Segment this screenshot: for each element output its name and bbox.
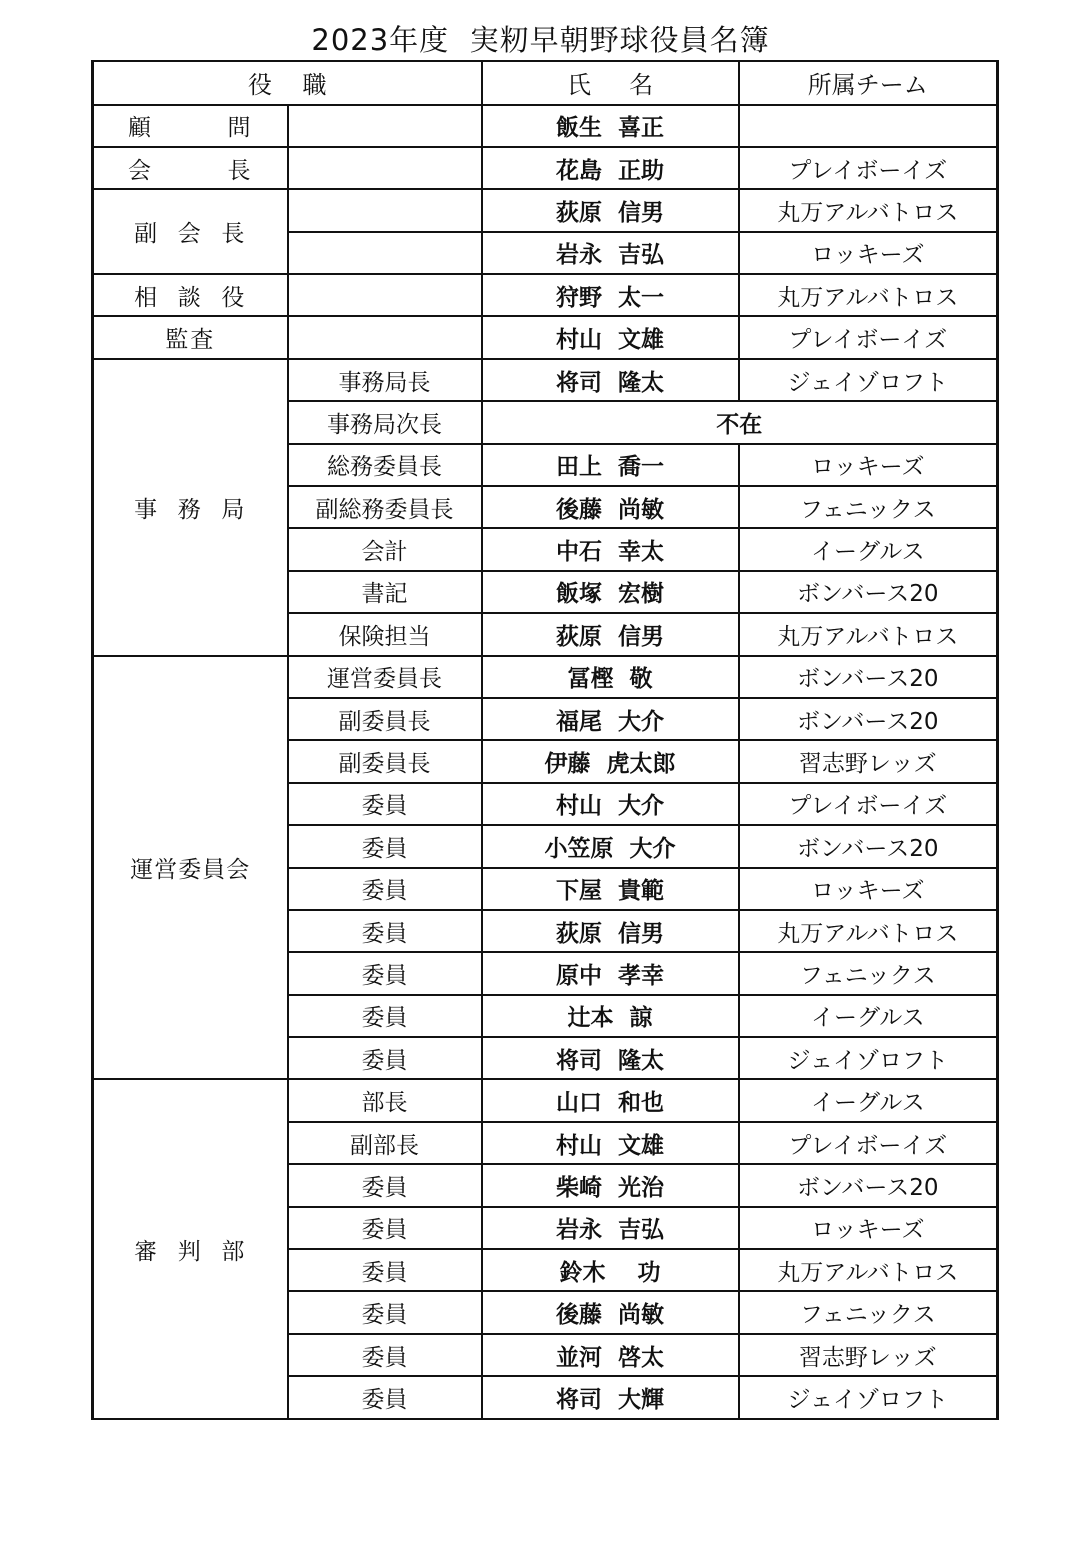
team-cell: イーグルス [739, 1079, 998, 1121]
role-cell: 委員 [288, 783, 482, 825]
role-cell: 委員 [288, 825, 482, 867]
name-cell: 岩永 吉弘 [482, 1207, 739, 1249]
table-row [93, 105, 998, 147]
name-cell: 荻原 信男 [482, 189, 739, 231]
team-cell: 丸万アルバトロス [739, 910, 998, 952]
team-cell: ジェイゾロフト [739, 359, 998, 401]
team-cell: ジェイゾロフト [739, 1376, 998, 1418]
name-cell: 将司 隆太 [482, 359, 739, 401]
team-cell: ジェイゾロフト [739, 1037, 998, 1079]
team-cell: ロッキーズ [739, 1207, 998, 1249]
team-cell: 習志野レッズ [739, 740, 998, 782]
name-cell: 鈴木 功 [482, 1249, 739, 1291]
role-cell: 会計 [288, 528, 482, 570]
table-row [93, 656, 998, 698]
team-cell: 丸万アルバトロス [739, 274, 998, 316]
role-cell: 委員 [288, 1207, 482, 1249]
table-row [93, 1079, 998, 1121]
team-cell: プレイボーイズ [739, 783, 998, 825]
name-cell: 田上 喬一 [482, 444, 739, 486]
header-name: 氏 名 [482, 61, 739, 105]
name-cell: 飯塚 宏樹 [482, 571, 739, 613]
name-cell: 花島 正助 [482, 147, 739, 189]
role-cell [288, 105, 482, 147]
team-cell: ボンバース20 [739, 656, 998, 698]
team-cell: ロッキーズ [739, 444, 998, 486]
role-cell: 副委員長 [288, 698, 482, 740]
role-cell: 書記 [288, 571, 482, 613]
name-cell: 柴崎 光治 [482, 1164, 739, 1206]
role-cell [288, 316, 482, 358]
role-cell: 事務局次長 [288, 401, 482, 443]
team-cell: プレイボーイズ [739, 147, 998, 189]
role-cell: 副部長 [288, 1122, 482, 1164]
name-cell: 岩永 吉弘 [482, 232, 739, 274]
team-cell: プレイボーイズ [739, 316, 998, 358]
section-cell: 監査 [93, 316, 288, 358]
name-cell: 中石 幸太 [482, 528, 739, 570]
name-cell: 伊藤 虎太郎 [482, 740, 739, 782]
role-cell: 委員 [288, 1334, 482, 1376]
team-cell: 丸万アルバトロス [739, 189, 998, 231]
header-team: 所属チーム [739, 61, 998, 105]
role-cell: 事務局長 [288, 359, 482, 401]
name-cell: 将司 大輝 [482, 1376, 739, 1418]
table-row [93, 189, 998, 231]
name-cell: 狩野 太一 [482, 274, 739, 316]
role-cell: 委員 [288, 952, 482, 994]
name-cell: 辻本 諒 [482, 995, 739, 1037]
role-cell [288, 274, 482, 316]
name-cell: 原中 孝幸 [482, 952, 739, 994]
role-cell: 委員 [288, 1376, 482, 1418]
role-cell: 保険担当 [288, 613, 482, 655]
role-cell: 委員 [288, 995, 482, 1037]
role-cell: 副委員長 [288, 740, 482, 782]
name-cell: 山口 和也 [482, 1079, 739, 1121]
table-row [93, 147, 998, 189]
team-cell: フェニックス [739, 1291, 998, 1333]
name-cell: 村山 大介 [482, 783, 739, 825]
section-cell: 運営委員会 [93, 656, 288, 1080]
table-row [93, 316, 998, 358]
section-cell: 審 判 部 [93, 1079, 288, 1418]
header-role: 役 職 [93, 61, 482, 105]
team-cell: 習志野レッズ [739, 1334, 998, 1376]
name-cell: 後藤 尚敏 [482, 1291, 739, 1333]
name-cell: 福尾 大介 [482, 698, 739, 740]
team-cell: 丸万アルバトロス [739, 1249, 998, 1291]
role-cell [288, 232, 482, 274]
team-cell: 丸万アルバトロス [739, 613, 998, 655]
name-cell: 将司 隆太 [482, 1037, 739, 1079]
role-cell: 運営委員長 [288, 656, 482, 698]
role-cell: 委員 [288, 1291, 482, 1333]
name-cell: 後藤 尚敏 [482, 486, 739, 528]
table-row [93, 359, 998, 401]
role-cell [288, 147, 482, 189]
page-title: 2023年度 実籾早朝野球役員名簿 [311, 23, 770, 57]
table-row [93, 274, 998, 316]
role-cell: 委員 [288, 1164, 482, 1206]
name-cell: 並河 啓太 [482, 1334, 739, 1376]
team-cell: フェニックス [739, 952, 998, 994]
team-cell: ロッキーズ [739, 868, 998, 910]
name-cell: 村山 文雄 [482, 1122, 739, 1164]
section-cell: 顧 問 [93, 105, 288, 147]
team-cell: ボンバース20 [739, 1164, 998, 1206]
name-cell: 飯生 喜正 [482, 105, 739, 147]
header-row [93, 61, 998, 105]
name-cell: 荻原 信男 [482, 910, 739, 952]
team-cell: ボンバース20 [739, 825, 998, 867]
role-cell [288, 189, 482, 231]
team-cell: ボンバース20 [739, 571, 998, 613]
team-cell: イーグルス [739, 528, 998, 570]
section-cell: 相 談 役 [93, 274, 288, 316]
team-cell: イーグルス [739, 995, 998, 1037]
section-cell: 副 会 長 [93, 189, 288, 274]
name-cell: 荻原 信男 [482, 613, 739, 655]
team-cell: プレイボーイズ [739, 1122, 998, 1164]
team-cell [739, 105, 998, 147]
name-cell: 小笠原 大介 [482, 825, 739, 867]
name-cell: 村山 文雄 [482, 316, 739, 358]
role-cell: 委員 [288, 1249, 482, 1291]
name-cell: 下屋 貴範 [482, 868, 739, 910]
role-cell: 総務委員長 [288, 444, 482, 486]
officer-roster-table [91, 60, 999, 1420]
team-cell: フェニックス [739, 486, 998, 528]
role-cell: 部長 [288, 1079, 482, 1121]
section-cell: 会 長 [93, 147, 288, 189]
role-cell: 副総務委員長 [288, 486, 482, 528]
section-cell: 事 務 局 [93, 359, 288, 656]
role-cell: 委員 [288, 910, 482, 952]
role-cell: 委員 [288, 1037, 482, 1079]
team-cell: ボンバース20 [739, 698, 998, 740]
name-cell: 冨樫 敬 [482, 656, 739, 698]
role-cell: 委員 [288, 868, 482, 910]
absent-cell: 不在 [482, 401, 998, 443]
team-cell: ロッキーズ [739, 232, 998, 274]
